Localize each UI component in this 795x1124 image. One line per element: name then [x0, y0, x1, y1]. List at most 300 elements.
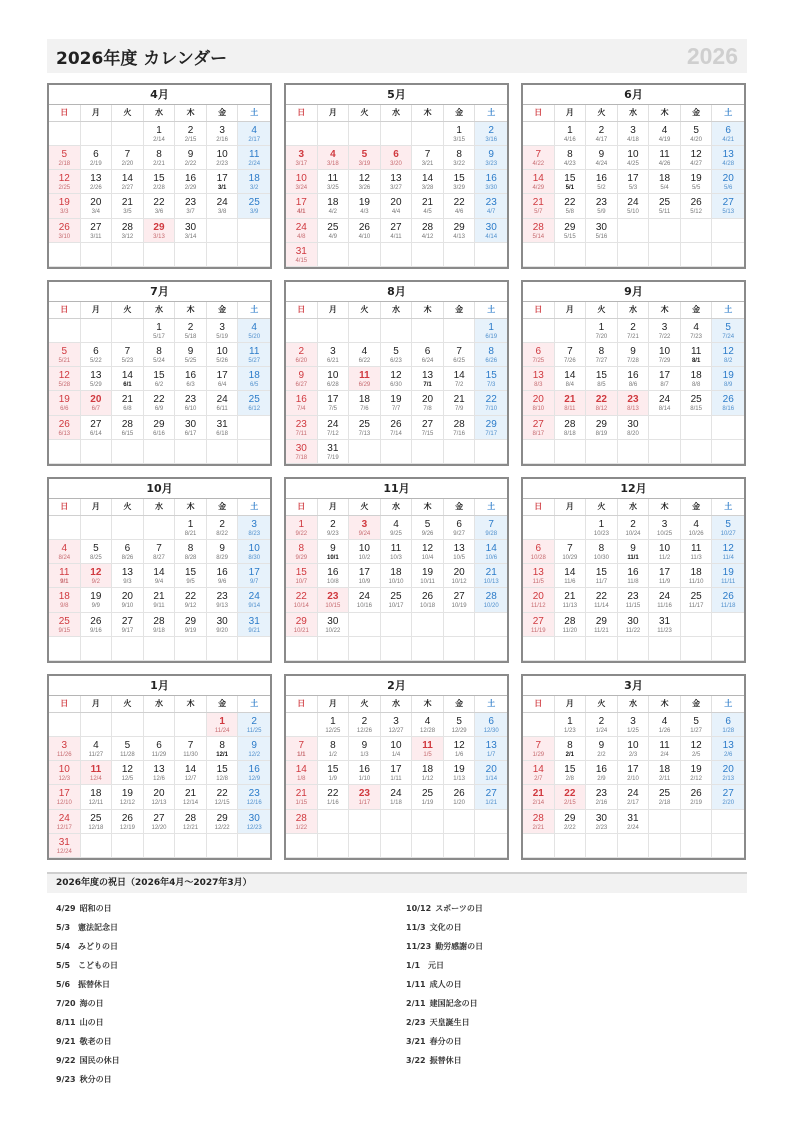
- day-number: 5: [725, 519, 731, 530]
- lunar-date: 4/4: [391, 209, 401, 216]
- lunar-date: 3/3: [60, 209, 69, 216]
- day-cell: [381, 343, 413, 367]
- lunar-date: 3/13: [153, 233, 165, 240]
- day-cell: [144, 319, 176, 343]
- day-cell: [112, 564, 144, 588]
- empty-cell: [681, 810, 713, 834]
- lunar-date: 10/19: [451, 603, 467, 610]
- empty-cell: [712, 440, 744, 464]
- day-cell: [175, 761, 207, 785]
- day-cell: [475, 391, 507, 415]
- day-cell: [444, 194, 476, 218]
- day-cell: [144, 540, 176, 564]
- day-number: 23: [248, 788, 260, 800]
- empty-cell: [712, 219, 744, 243]
- lunar-date: 4/6: [454, 209, 464, 216]
- lunar-date: 11/30: [183, 752, 198, 759]
- day-number: 29: [185, 615, 197, 627]
- day-cell: [238, 391, 270, 415]
- day-number: 7: [567, 346, 573, 358]
- day-number: 20: [390, 197, 402, 209]
- day-cell: [81, 367, 113, 391]
- empty-cell: [175, 243, 207, 267]
- lunar-date: 5/13: [722, 209, 735, 216]
- day-number: 19: [690, 764, 702, 776]
- month-block: [284, 83, 509, 269]
- day-cell: [49, 810, 81, 834]
- day-cell: [49, 343, 81, 367]
- lunar-date: 7/29: [658, 358, 671, 365]
- holiday-name: 憲法記念日: [78, 923, 118, 932]
- lunar-date: 12/27: [388, 728, 404, 734]
- lunar-date: 6/22: [358, 358, 371, 365]
- day-number: 9: [298, 370, 305, 382]
- day-number: 14: [453, 370, 465, 382]
- day-cell: [286, 613, 318, 637]
- day-cell: [712, 343, 744, 367]
- day-number: 6: [93, 346, 99, 358]
- empty-cell: [618, 219, 650, 243]
- lunar-date: 8/13: [627, 406, 639, 413]
- day-cell: [555, 613, 587, 637]
- lunar-date: 10/18: [420, 603, 436, 610]
- day-cell: [112, 170, 144, 194]
- day-number: 30: [185, 221, 197, 233]
- day-cell: [586, 367, 618, 391]
- day-cell: [618, 564, 650, 588]
- weekday-header: [523, 105, 744, 122]
- lunar-date: 4/19: [658, 137, 671, 143]
- weekday-label: 日: [523, 105, 555, 121]
- day-cell: [207, 391, 239, 415]
- day-cell: [475, 785, 507, 809]
- lunar-date: 3/30: [485, 185, 498, 192]
- day-cell: [286, 391, 318, 415]
- empty-cell: [81, 243, 113, 267]
- empty-cell: [318, 122, 350, 146]
- day-number: 27: [722, 788, 734, 800]
- holiday-item: [397, 918, 747, 937]
- day-number: 21: [121, 197, 133, 209]
- lunar-date: 9/6: [217, 579, 227, 586]
- day-number: 22: [595, 591, 607, 603]
- empty-cell: [649, 810, 681, 834]
- day-cell: [207, 516, 239, 540]
- day-cell: [318, 391, 350, 415]
- day-number: 31: [327, 442, 339, 454]
- day-cell: [318, 516, 350, 540]
- lunar-date: 2/17: [248, 137, 261, 143]
- lunar-date: 12/17: [56, 824, 72, 831]
- lunar-date: 12/8: [216, 776, 228, 783]
- empty-cell: [475, 613, 507, 637]
- day-cell: [318, 564, 350, 588]
- lunar-date: 7/6: [360, 406, 369, 413]
- day-cell: [144, 146, 176, 170]
- lunar-date: 7/20: [595, 334, 608, 340]
- empty-cell: [175, 440, 207, 464]
- day-cell: [681, 122, 713, 146]
- lunar-date: 12/6: [153, 776, 165, 783]
- day-number: 7: [535, 740, 542, 752]
- empty-cell: [681, 637, 713, 661]
- day-cell: [586, 391, 618, 415]
- lunar-date: 4/13: [453, 233, 465, 240]
- lunar-date: 5/17: [153, 334, 165, 340]
- weekday-label: 日: [49, 302, 81, 318]
- lunar-date: 8/12: [595, 406, 608, 413]
- lunar-date: 4/7: [487, 209, 496, 216]
- day-number: 20: [121, 591, 133, 603]
- month-block: [521, 83, 746, 269]
- day-number: 14: [532, 173, 544, 185]
- day-cell: [49, 194, 81, 218]
- empty-cell: [207, 637, 239, 661]
- lunar-date: 10/29: [562, 555, 578, 562]
- empty-cell: [381, 810, 413, 834]
- lunar-date: 2/24: [248, 161, 261, 168]
- day-number: 12: [422, 543, 434, 555]
- lunar-date: 7/23: [690, 334, 702, 340]
- day-cell: [712, 391, 744, 415]
- day-number: 24: [659, 394, 671, 406]
- day-number: 14: [532, 764, 544, 776]
- day-cell: [649, 564, 681, 588]
- day-cell: [349, 588, 381, 612]
- day-number: 10: [248, 543, 260, 555]
- day-grid: [286, 122, 507, 267]
- lunar-date: 8/20: [627, 430, 639, 437]
- day-number: 15: [153, 173, 165, 185]
- day-number: 11: [659, 740, 670, 752]
- day-cell: [586, 564, 618, 588]
- lunar-date: 2/10: [627, 776, 639, 783]
- weekday-label: 火: [586, 696, 618, 712]
- day-cell: [318, 613, 350, 637]
- day-cell: [444, 343, 476, 367]
- empty-cell: [444, 613, 476, 637]
- lunar-date: 5/2: [597, 185, 606, 192]
- day-cell: [523, 613, 555, 637]
- day-number: 6: [124, 543, 131, 555]
- day-cell: [81, 761, 113, 785]
- day-cell: [112, 219, 144, 243]
- lunar-date: 6/2: [154, 382, 164, 389]
- day-cell: [586, 516, 618, 540]
- weekday-label: 金: [444, 105, 476, 121]
- day-number: 27: [485, 788, 497, 800]
- day-cell: [412, 194, 444, 218]
- day-number: 15: [595, 370, 607, 382]
- day-cell: [175, 416, 207, 440]
- lunar-date: 7/10: [485, 406, 498, 413]
- empty-cell: [144, 516, 176, 540]
- day-grid: [49, 713, 270, 858]
- day-number: 9: [219, 543, 225, 555]
- day-number: 4: [361, 346, 368, 358]
- month-title: 8月: [286, 282, 507, 302]
- day-number: 24: [327, 418, 339, 430]
- weekday-label: 火: [112, 105, 144, 121]
- weekday-header: [286, 499, 507, 516]
- lunar-date: 1/15: [295, 800, 308, 807]
- lunar-date: 9/25: [390, 531, 402, 537]
- day-number: 23: [485, 197, 497, 209]
- day-number: 23: [595, 788, 607, 800]
- day-number: 11: [422, 740, 433, 752]
- day-number: 21: [453, 394, 465, 406]
- lunar-date: 12/4: [90, 776, 102, 783]
- empty-cell: [681, 219, 713, 243]
- weekday-label: 木: [175, 105, 207, 121]
- empty-cell: [207, 440, 239, 464]
- day-number: 27: [153, 812, 165, 824]
- day-number: 28: [564, 615, 576, 627]
- day-grid: [523, 122, 744, 267]
- day-number: 18: [690, 567, 702, 579]
- lunar-date: 9/9: [91, 603, 101, 610]
- month-title: 1月: [49, 676, 270, 696]
- lunar-date: 12/9: [248, 776, 261, 783]
- lunar-date: 11/18: [720, 603, 736, 610]
- lunar-date: 12/30: [483, 728, 499, 734]
- day-number: 16: [595, 173, 607, 185]
- weekday-label: 火: [349, 302, 381, 318]
- day-number: 26: [390, 418, 402, 430]
- day-number: 26: [722, 394, 734, 406]
- lunar-date: 8/22: [216, 531, 228, 537]
- weekday-label: 日: [49, 696, 81, 712]
- day-number: 23: [216, 591, 228, 603]
- lunar-date: 11/13: [562, 603, 578, 610]
- day-cell: [475, 564, 507, 588]
- day-cell: [207, 588, 239, 612]
- holiday-name: 天皇誕生日: [429, 1018, 470, 1027]
- lunar-date: 12/26: [356, 728, 372, 734]
- lunar-date: 9/26: [421, 531, 434, 537]
- day-number: 21: [153, 591, 165, 603]
- lunar-date: 4/17: [595, 137, 608, 143]
- day-number: 3: [330, 346, 336, 358]
- lunar-date: 5/23: [121, 358, 134, 365]
- lunar-date: 8/29: [216, 555, 228, 562]
- day-cell: [238, 367, 270, 391]
- day-number: 20: [532, 591, 544, 603]
- day-cell: [238, 319, 270, 343]
- lunar-date: 10/24: [625, 531, 641, 537]
- day-cell: [175, 367, 207, 391]
- empty-cell: [475, 243, 507, 267]
- day-cell: [49, 146, 81, 170]
- day-cell: [649, 170, 681, 194]
- day-number: 29: [564, 812, 576, 824]
- day-number: 15: [485, 370, 497, 382]
- holiday-name: 振替休日: [429, 1056, 462, 1065]
- day-number: 30: [627, 615, 639, 627]
- lunar-date: 1/11: [390, 776, 402, 783]
- day-cell: [712, 146, 744, 170]
- day-number: 22: [327, 788, 339, 800]
- weekday-label: 月: [318, 696, 350, 712]
- day-cell: [318, 588, 350, 612]
- day-cell: [318, 416, 350, 440]
- day-cell: [238, 588, 270, 612]
- day-cell: [144, 761, 176, 785]
- empty-cell: [681, 440, 713, 464]
- day-number: 24: [390, 788, 402, 800]
- holiday-item: [397, 975, 747, 994]
- day-cell: [318, 146, 350, 170]
- day-cell: [349, 391, 381, 415]
- empty-cell: [618, 440, 650, 464]
- lunar-date: 9/23: [327, 531, 339, 537]
- day-number: 4: [393, 519, 399, 530]
- lunar-date: 6/5: [250, 382, 259, 389]
- lunar-date: 1/1: [297, 752, 306, 759]
- lunar-date: 7/27: [595, 358, 608, 365]
- lunar-date: 6/12: [248, 406, 261, 413]
- day-number: 30: [295, 442, 307, 454]
- weekday-label: 金: [681, 499, 713, 515]
- day-number: 31: [627, 812, 639, 824]
- lunar-date: 3/6: [154, 209, 164, 216]
- lunar-date: 3/17: [295, 161, 308, 168]
- lunar-date: 2/22: [184, 161, 197, 168]
- lunar-date: 12/16: [246, 800, 262, 807]
- day-cell: [81, 146, 113, 170]
- day-number: 7: [535, 149, 542, 161]
- month-title: 7月: [49, 282, 270, 302]
- lunar-date: 11/2: [658, 555, 671, 562]
- day-number: 20: [90, 394, 102, 406]
- day-cell: [49, 761, 81, 785]
- day-number: 4: [251, 125, 257, 136]
- day-number: 16: [327, 567, 339, 579]
- lunar-date: 8/25: [90, 555, 102, 562]
- weekday-label: 水: [144, 696, 176, 712]
- lunar-date: 3/23: [485, 161, 498, 168]
- day-number: 10: [58, 764, 70, 776]
- lunar-date: 7/4: [297, 406, 306, 413]
- lunar-date: 6/26: [485, 358, 498, 365]
- day-number: 16: [358, 764, 370, 776]
- day-number: 16: [627, 370, 639, 382]
- lunar-date: 5/16: [595, 233, 608, 240]
- day-grid: [523, 516, 744, 661]
- day-number: 30: [595, 221, 607, 233]
- weekday-label: 金: [207, 696, 239, 712]
- lunar-date: 6/21: [327, 358, 339, 365]
- day-number: 10: [327, 370, 339, 382]
- lunar-date: 8/17: [532, 430, 545, 437]
- holiday-date: 9/23: [56, 1075, 76, 1084]
- day-cell: [649, 367, 681, 391]
- day-cell: [412, 564, 444, 588]
- lunar-date: 8/21: [184, 531, 197, 537]
- lunar-date: 7/15: [421, 430, 434, 437]
- day-cell: [555, 416, 587, 440]
- day-number: 30: [185, 418, 197, 430]
- day-number: 8: [219, 740, 225, 752]
- day-number: 11: [249, 346, 260, 358]
- empty-cell: [444, 440, 476, 464]
- weekday-header: [286, 696, 507, 713]
- empty-cell: [81, 713, 113, 737]
- day-number: 20: [485, 764, 497, 776]
- lunar-date: 6/28: [327, 382, 339, 389]
- day-cell: [286, 761, 318, 785]
- day-cell: [349, 343, 381, 367]
- day-number: 12: [722, 543, 734, 555]
- lunar-date: 5/5: [691, 185, 701, 192]
- empty-cell: [207, 219, 239, 243]
- lunar-date: 6/20: [295, 358, 308, 365]
- month-title: 5月: [286, 85, 507, 105]
- day-number: 5: [456, 716, 462, 727]
- day-number: 5: [61, 149, 68, 161]
- weekday-label: 金: [444, 302, 476, 318]
- day-number: 24: [58, 812, 70, 824]
- weekday-label: 土: [724, 305, 733, 314]
- day-cell: [618, 367, 650, 391]
- lunar-date: 11/3: [690, 555, 702, 562]
- day-cell: [586, 810, 618, 834]
- lunar-date: 4/9: [328, 233, 338, 240]
- empty-cell: [712, 416, 744, 440]
- day-cell: [318, 761, 350, 785]
- day-cell: [144, 588, 176, 612]
- lunar-date: 11/10: [688, 579, 704, 586]
- day-number: 13: [390, 173, 402, 185]
- day-number: 29: [216, 812, 228, 824]
- day-cell: [381, 588, 413, 612]
- day-cell: [412, 737, 444, 761]
- lunar-date: 5/14: [532, 233, 545, 240]
- day-cell: [712, 588, 744, 612]
- lunar-date: 10/21: [293, 627, 309, 634]
- lunar-date: 3/20: [390, 161, 402, 168]
- lunar-date: 1/25: [627, 728, 639, 734]
- lunar-date: 2/23: [595, 824, 608, 831]
- day-cell: [381, 391, 413, 415]
- day-cell: [444, 588, 476, 612]
- day-number: 2: [187, 125, 194, 136]
- holiday-date: 2/23: [406, 1018, 426, 1027]
- day-cell: [523, 540, 555, 564]
- day-cell: [318, 540, 350, 564]
- lunar-date: 2/21: [153, 161, 165, 168]
- lunar-date: 3/22: [453, 161, 465, 168]
- day-cell: [286, 564, 318, 588]
- lunar-date: 1/2: [328, 752, 338, 759]
- month-title: 6月: [523, 85, 744, 105]
- holiday-item: [47, 975, 397, 994]
- day-number: 29: [485, 418, 497, 430]
- day-number: 22: [153, 197, 165, 209]
- day-cell: [523, 785, 555, 809]
- lunar-date: 1/17: [358, 800, 371, 807]
- day-number: 24: [295, 221, 307, 233]
- day-cell: [349, 785, 381, 809]
- lunar-date: 5/10: [627, 209, 639, 216]
- lunar-date: 2/16: [216, 137, 228, 143]
- lunar-date: 2/18: [58, 161, 71, 168]
- day-number: 13: [453, 543, 465, 555]
- month-grid: [47, 83, 747, 860]
- day-cell: [555, 713, 587, 737]
- day-number: 1: [330, 716, 336, 727]
- lunar-date: 8/9: [724, 382, 733, 389]
